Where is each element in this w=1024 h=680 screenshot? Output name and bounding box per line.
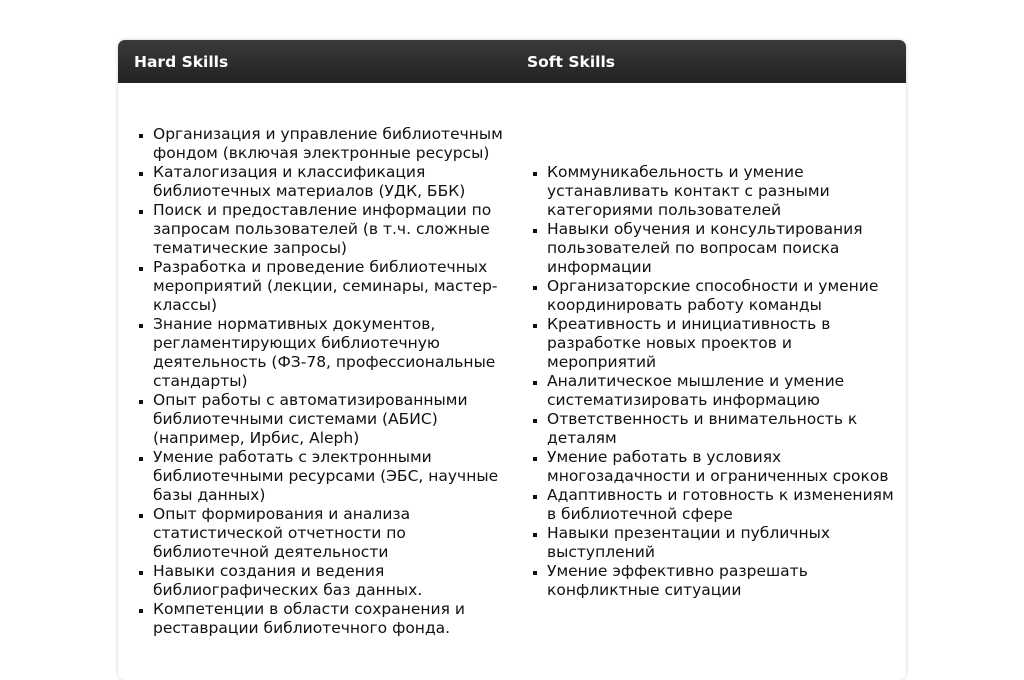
list-item: ▪ Креативность и инициативность в разработке новых проектов и мероприятий xyxy=(547,315,896,372)
hard-skills-column xyxy=(118,125,512,638)
list-item: ▪ Разработка и проведение библиотечных мероприятий (лекции, семинары, мастер-классы) xyxy=(153,258,504,315)
header-hard-skills: Hard Skills xyxy=(134,52,229,71)
list-item: ▪ Компетенции в области сохранения и реставрации библиотечного фонда. xyxy=(153,600,504,638)
list-item: ▪ Умение эффективно разрешать конфликтные ситуации xyxy=(547,562,896,600)
list-item: ▪ Навыки обучения и консультирования пользователей по вопросам поиска информации xyxy=(547,220,896,277)
list-item: ▪ Коммуникабельность и умение устанавливать контакт с разными категориями пользователей xyxy=(547,163,896,220)
soft-skills-list xyxy=(512,163,906,600)
list-item: ▪ Организация и управление библиотечным фондом (включая электронные ресурсы) xyxy=(153,125,504,163)
list-item: ▪ Организаторские способности и умение координировать работу команды xyxy=(547,277,896,315)
list-item: ▪ Аналитическое мышление и умение систематизировать информацию xyxy=(547,372,896,410)
list-item: ▪ Умение работать с электронными библиотечными ресурсами (ЭБС, научные базы данных) xyxy=(153,448,504,505)
list-item: ▪ Каталогизация и классификация библиотечных материалов (УДК, ББК) xyxy=(153,163,504,201)
list-item: ▪ Ответственность и внимательность к деталям xyxy=(547,410,896,448)
table-header xyxy=(118,40,906,83)
list-item: ▪ Знание нормативных документов, регламентирующих библиотечную деятельность (ФЗ-78, профессиональные стандарты) xyxy=(153,315,504,391)
list-item: ▪ Навыки презентации и публичных выступлений xyxy=(547,524,896,562)
table-body xyxy=(118,83,906,680)
skills-table xyxy=(118,40,906,680)
soft-skills-column xyxy=(512,163,906,600)
list-item: ▪ Навыки создания и ведения библиографических баз данных. xyxy=(153,562,504,600)
header-soft-skills: Soft Skills xyxy=(527,52,615,71)
list-item: ▪ Опыт формирования и анализа статистической отчетности по библиотечной деятельности xyxy=(153,505,504,562)
list-item: ▪ Опыт работы с автоматизированными библиотечными системами (АБИС) (например, Ирбис, Aleph) xyxy=(153,391,504,448)
hard-skills-list xyxy=(118,125,512,638)
list-item: ▪ Адаптивность и готовность к изменениям в библиотечной сфере xyxy=(547,486,896,524)
list-item: ▪ Поиск и предоставление информации по запросам пользователей (в т.ч. сложные тематические запросы) xyxy=(153,201,504,258)
list-item: ▪ Умение работать в условиях многозадачности и ограниченных сроков xyxy=(547,448,896,486)
